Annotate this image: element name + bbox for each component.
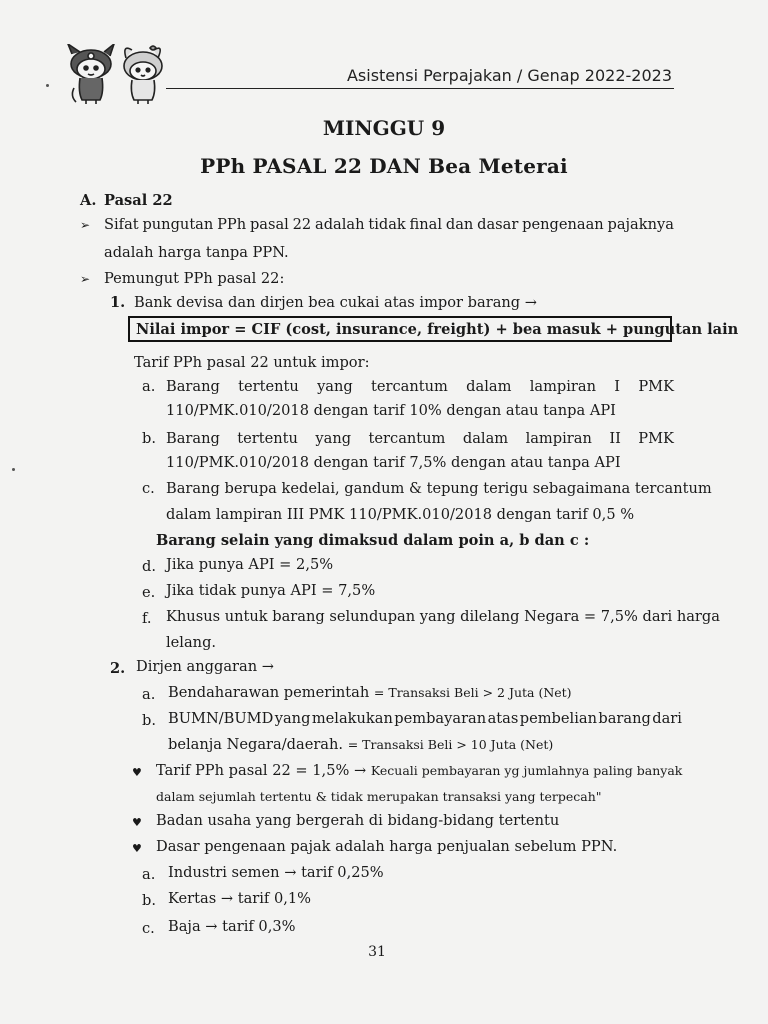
bullet-1-word: 22 [292,216,312,233]
list-label-2c-baja: c. [142,920,155,937]
bullet-1-word: adalah [315,216,365,233]
bullet-1-word: tidak [368,216,406,233]
item-1b-word: lampiran [525,430,592,447]
right-arrow-icon: → [284,864,297,881]
item-1b-word: Barang [166,430,220,447]
right-arrow-icon: → [524,294,538,311]
barang-selain-heading: Barang selain yang dimaksud dalam poin a, b dan c : [156,532,590,549]
right-arrow-icon: → [261,658,274,675]
scan-speck [46,84,49,87]
arrowhead-bullet-icon: ➢ [80,272,91,286]
item-1a-word: I [614,378,621,395]
heart-item-1: Tarif PPh pasal 22 = 1,5% → Kecuali pembayaran yg jumlahnya paling banyak [156,762,683,779]
page-title-topic: PPh PASAL 22 DAN Bea Meterai [200,154,568,178]
item-1c-line-1: Barang berupa kedelai, gandum & tepung terigu sebagaimana tercantum [166,480,712,497]
bullet-1-word: Sifat [104,216,139,233]
bullet-2-text: Pemungut PPh pasal 22: [104,270,285,287]
right-arrow-icon: → [354,762,367,779]
bullet-1-word: final [409,216,443,233]
heart-item-2: Badan usaha yang bergerah di bidang-bidang tertentu [156,812,560,829]
item-2b-word: BUMN/BUMD [168,710,274,727]
section-a-title: Pasal 22 [104,192,173,209]
bullet-1-word: pajaknya [607,216,674,233]
item-1a-line-2: 110/PMK.010/2018 dengan tarif 10% dengan atau tanpa API [166,402,616,419]
right-arrow-icon: → [220,890,234,907]
item-1f-line-2: lelang. [166,634,217,651]
list-label-e: e. [142,584,156,601]
item-1b-word: tertentu [237,430,298,447]
item-1a-word: Barang [166,378,220,395]
item-1b-word: II [609,430,621,447]
item-2a-text: Bendaharawan pemerintah = Transaksi Beli > 2 Juta (Net) [168,684,572,701]
item-1a-word: PMK [638,378,674,395]
right-arrow-icon: → [205,918,218,935]
page-title-week: MINGGU 9 [322,116,446,140]
item-1f-line-1: Khusus untuk barang selundupan yang dilelang Negara = 7,5% dari harga [166,608,720,625]
bullet-1-word: pengenaan [522,216,604,233]
header-course-title: Asistensi Perpajakan / Genap 2022-2023 [346,66,672,85]
item-1a-word: tertentu [238,378,299,395]
arrowhead-bullet-icon: ➢ [80,218,91,232]
item-1a-word: tercantum [371,378,448,395]
bullet-1-word: pasal [249,216,289,233]
list-label-2a-industri: a. [142,866,156,883]
list-label-a: a. [142,378,156,395]
item-1b-line-2: 110/PMK.010/2018 dengan tarif 7,5% dengan atau tanpa API [166,454,621,471]
heart-bullet-icon: ♥ [132,766,142,779]
item-1a-line-1 [166,378,674,395]
item-1e-text: Jika tidak punya API = 7,5% [166,582,376,599]
section-a-label: A. [80,192,97,209]
list-label-2b-kertas: b. [142,892,156,909]
item-2b-word: dari [652,710,682,727]
item-2-number: 2. [110,660,126,677]
heart-bullet-icon: ♥ [132,816,142,829]
item-2b-line-1 [168,710,682,727]
item-2b-note: = Transaksi Beli > 10 Juta (Net) [347,737,554,752]
bullet-1-word: dasar [477,216,519,233]
bullet-1-line-2: adalah harga tanpa PPN. [104,244,289,261]
heart-item-1-note-line-2: dalam sejumlah tertentu & tidak merupakan transaksi yang terpecah" [156,789,602,804]
page-number: 31 [368,944,386,960]
bullet-1-word: pungutan [142,216,214,233]
item-2b-word: barang [598,710,651,727]
formula-box: Nilai impor = CIF (cost, insurance, freight) + bea masuk + pungutan lain [128,316,672,342]
item-1b-word: tercantum [368,430,446,447]
item-1c-line-2: dalam lampiran III PMK 110/PMK.010/2018 dengan tarif 0,5 % [166,506,635,523]
item-2b-word: pembelian [519,710,597,727]
item-2b-word: atas [487,710,519,727]
item-2a-note: = Transaksi Beli > 2 Juta (Net) [373,685,572,700]
item-1-text: Bank devisa dan dirjen bea cukai atas impor barang → [134,294,538,311]
item-1d-text: Jika punya API = 2,5% [166,556,334,573]
heart-bullet-icon: ♥ [132,842,142,855]
item-2b-word: yang [274,710,311,727]
header-rule [166,88,674,89]
item-1b-word: dalam [462,430,509,447]
item-2b-word: pembayaran [394,710,487,727]
item-1a-word: lampiran [529,378,596,395]
item-1b-word: yang [315,430,352,447]
scan-speck [12,468,15,471]
bullet-1-word: PPh [217,216,247,233]
tarif-intro: Tarif PPh pasal 22 untuk impor: [134,354,370,371]
baja: Baja → tarif 0,3% [168,918,296,935]
item-2b-line-2: belanja Negara/daerah. = Transaksi Beli > 10 Juta (Net) [168,736,554,753]
list-label-d: d. [142,558,156,575]
cartoon-characters-logo [66,44,172,104]
list-label-f: f. [142,610,152,627]
list-label-b: b. [142,430,156,447]
list-label-2a: a. [142,686,156,703]
heart-item-3: Dasar pengenaan pajak adalah harga penjualan sebelum PPN. [156,838,618,855]
list-label-c: c. [142,480,155,497]
item-1b-word: PMK [638,430,674,447]
bullet-1-line-1 [104,216,674,233]
item-1a-word: yang [317,378,353,395]
item-2b-word: melakukan [311,710,393,727]
item-1b-line-1 [166,430,674,447]
list-label-2b: b. [142,712,156,729]
item-2-text: Dirjen anggaran → [136,658,274,675]
bullet-1-word: dan [445,216,474,233]
item-1a-word: dalam [466,378,512,395]
item-1-number: 1. [110,294,126,311]
industri-semen: Industri semen → tarif 0,25% [168,864,384,881]
kertas: Kertas → tarif 0,1% [168,890,312,907]
